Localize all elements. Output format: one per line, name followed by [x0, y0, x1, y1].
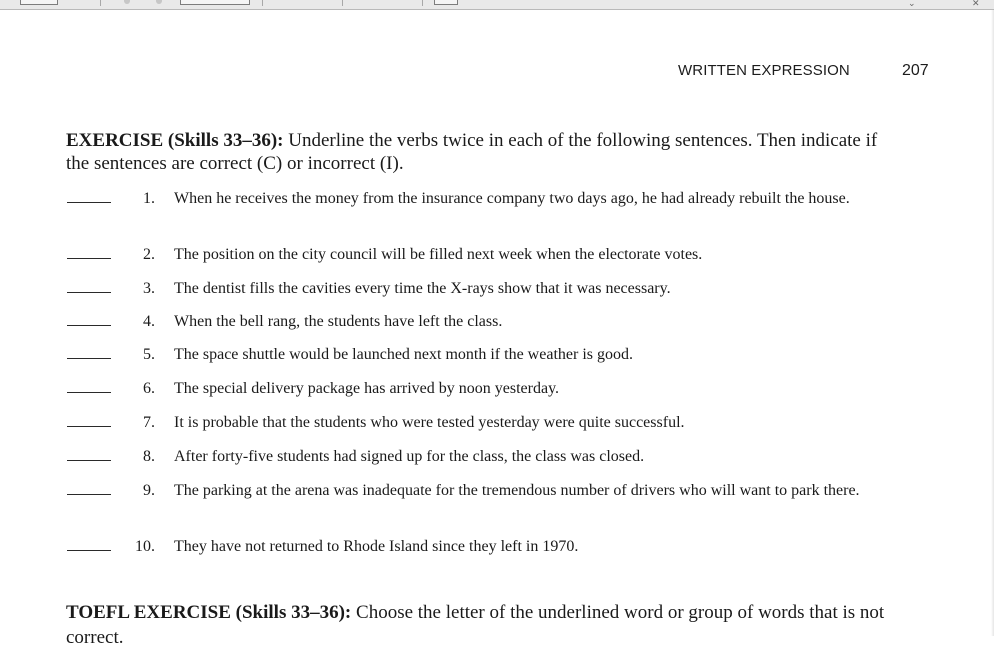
item-number: 6. — [143, 380, 155, 397]
item-sentence: When the bell rang, the students have left the class. — [174, 313, 503, 330]
toolbar-button-icon[interactable] — [156, 0, 162, 4]
item-sentence: They have not returned to Rhode Island since they left in 1970. — [174, 538, 579, 555]
exercise-heading: EXERCISE (Skills 33–36): — [66, 130, 284, 151]
answer-blank[interactable] — [67, 292, 111, 293]
exercise-text: Underline the verbs twice in each of the following sentences. Then indicate if the sentences are correct (C) or incorrect (I). — [66, 130, 878, 174]
toolbar-separator — [342, 0, 343, 6]
dropdown-arrow-icon[interactable]: ⌄ — [908, 0, 916, 9]
item-number: 7. — [143, 414, 155, 431]
item-sentence: The position on the city council will be filled next week when the electorate votes. — [174, 246, 703, 263]
item-sentence: After forty-five students had signed up for the class, the class was closed. — [174, 448, 645, 465]
answer-blank[interactable] — [67, 550, 111, 551]
answer-blank[interactable] — [67, 392, 111, 393]
exercise-instructions — [66, 129, 896, 175]
page-number: 207 — [902, 62, 929, 79]
toolbar-button-icon[interactable] — [434, 0, 458, 5]
item-sentence: The dentist fills the cavities every time the X-rays show that it was necessary. — [174, 280, 671, 297]
item-number: 4. — [143, 313, 155, 330]
toolbar-separator — [262, 0, 263, 6]
item-number: 5. — [143, 346, 155, 363]
answer-blank[interactable] — [67, 202, 111, 203]
viewer-toolbar — [0, 0, 994, 10]
toolbar-field[interactable] — [20, 0, 58, 5]
running-head: WRITTEN EXPRESSION — [678, 62, 850, 79]
answer-blank[interactable] — [67, 460, 111, 461]
answer-blank[interactable] — [67, 325, 111, 326]
item-number: 9. — [143, 482, 155, 499]
item-number: 1. — [143, 190, 155, 207]
item-sentence: The parking at the arena was inadequate for the tremendous number of drivers who will want to park there. — [174, 482, 860, 499]
zoom-field[interactable] — [180, 0, 250, 5]
toolbar-button-icon[interactable] — [124, 0, 130, 4]
item-number: 3. — [143, 280, 155, 297]
answer-blank[interactable] — [67, 426, 111, 427]
toefl-exercise-instructions — [66, 600, 896, 650]
toefl-heading: TOEFL EXERCISE (Skills 33–36): — [66, 602, 352, 623]
toolbar-separator — [422, 0, 423, 6]
item-sentence: The space shuttle would be launched next month if the weather is good. — [174, 346, 633, 363]
answer-blank[interactable] — [67, 258, 111, 259]
toolbar-separator — [100, 0, 101, 6]
item-sentence: It is probable that the students who were tested yesterday were quite successful. — [174, 414, 685, 431]
close-icon[interactable]: ✕ — [972, 0, 980, 9]
toefl-text: Choose the letter of the underlined word or group of words that is not correct. — [66, 602, 885, 648]
item-number: 10. — [135, 538, 155, 555]
answer-blank[interactable] — [67, 358, 111, 359]
answer-blank[interactable] — [67, 494, 111, 495]
item-sentence: The special delivery package has arrived by noon yesterday. — [174, 380, 560, 397]
item-number: 2. — [143, 246, 155, 263]
item-sentence: When he receives the money from the insurance company two days ago, he had already rebuilt the house. — [174, 190, 850, 207]
item-number: 8. — [143, 448, 155, 465]
